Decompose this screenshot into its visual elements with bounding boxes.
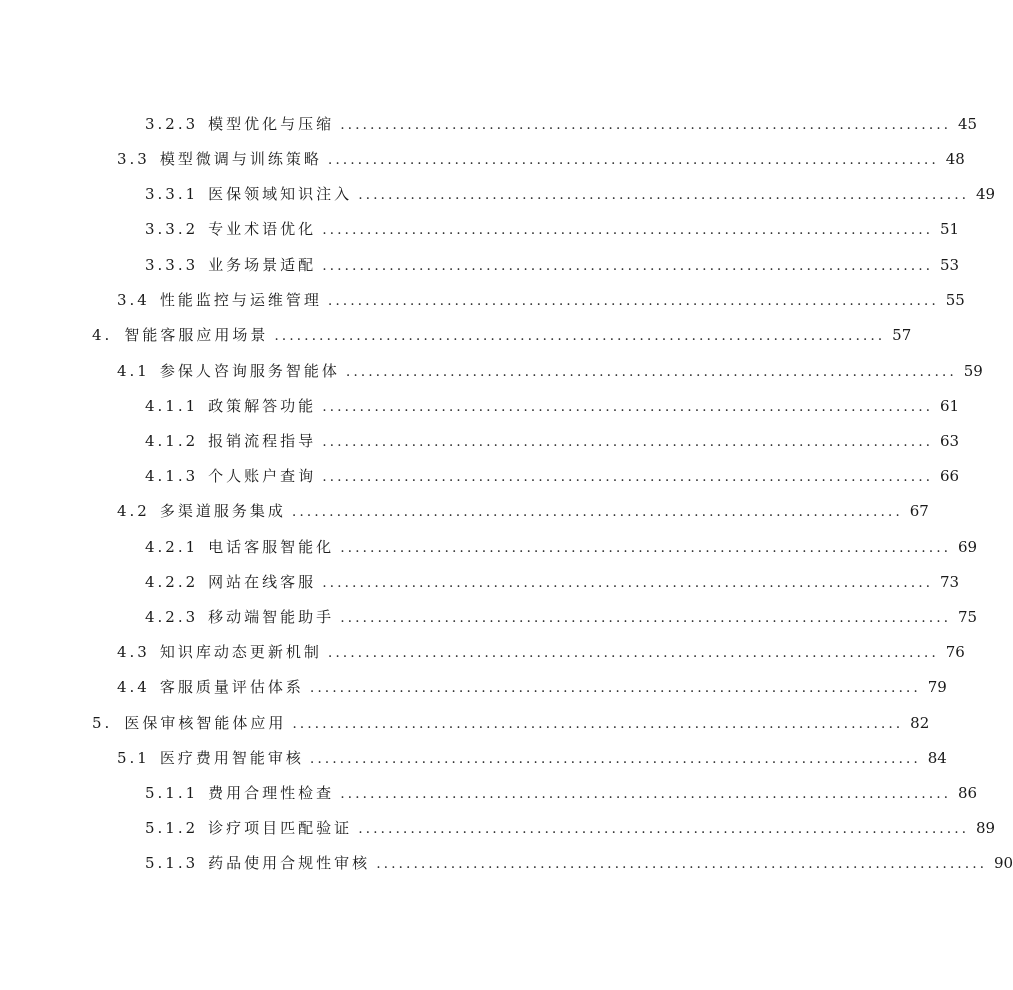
toc-entry[interactable] — [117, 149, 965, 170]
toc-entry-number: 4.3 — [117, 643, 150, 661]
toc-entry-title: 多渠道服务集成 — [159, 502, 286, 520]
toc-entry[interactable] — [145, 818, 996, 839]
toc-entry-page: 79 — [927, 678, 947, 696]
dot-leader: .................................................................................. — [322, 469, 934, 485]
toc-entry-page: 55 — [945, 291, 965, 309]
toc-entry-number: 4.2 — [117, 502, 150, 520]
toc-entry-number: 4.2.3 — [145, 608, 199, 626]
toc-entry-title: 费用合理性检查 — [208, 784, 335, 802]
toc-entry[interactable] — [117, 677, 947, 698]
toc-entry[interactable] — [145, 431, 960, 452]
dot-leader: .................................................................................. — [291, 504, 903, 520]
dot-leader: .................................................................................. — [358, 187, 970, 203]
toc-entry-number: 3.4 — [117, 291, 150, 309]
toc-entry-number: 5. — [92, 714, 113, 732]
toc-entry-title: 政策解答功能 — [208, 397, 317, 415]
toc-entry[interactable] — [145, 537, 978, 558]
toc-entry-page: 51 — [940, 220, 960, 238]
dot-leader: .................................................................................. — [327, 293, 939, 309]
toc-entry-page: 48 — [945, 150, 965, 168]
dot-leader: .................................................................................. — [322, 258, 934, 274]
toc-entry-title: 医保审核智能体应用 — [124, 714, 287, 732]
dot-leader: .................................................................................. — [322, 399, 934, 415]
toc-entry-title: 电话客服智能化 — [208, 538, 335, 556]
toc-entry-number: 4.1.1 — [145, 397, 199, 415]
toc-entry-page: 49 — [976, 185, 996, 203]
dot-leader: .................................................................................. — [376, 856, 988, 872]
toc-entry[interactable] — [117, 290, 965, 311]
toc-entry-page: 63 — [940, 432, 960, 450]
dot-leader: .................................................................................. — [327, 152, 939, 168]
toc-entry[interactable] — [117, 748, 947, 769]
toc-entry-title: 业务场景适配 — [208, 256, 317, 274]
dot-leader: .................................................................................. — [309, 680, 921, 696]
toc-entry-page: 61 — [940, 397, 960, 415]
dot-leader: .................................................................................. — [345, 364, 957, 380]
toc-entry[interactable] — [92, 713, 930, 734]
toc-entry-number: 4.1 — [117, 362, 150, 380]
dot-leader: .................................................................................. — [327, 645, 939, 661]
toc-entry-number: 4. — [92, 326, 113, 344]
toc-entry[interactable] — [92, 325, 912, 346]
toc-entry-title: 性能监控与运维管理 — [159, 291, 322, 309]
toc-entry-page: 76 — [945, 643, 965, 661]
toc-entry-number: 4.1.3 — [145, 467, 199, 485]
dot-leader: .................................................................................. — [309, 751, 921, 767]
toc-entry-number: 3.3.3 — [145, 256, 199, 274]
toc-entry-page: 90 — [994, 854, 1013, 872]
toc-entry-title: 药品使用合规性审核 — [208, 854, 371, 872]
toc-entry[interactable] — [117, 361, 983, 382]
toc-entry-title: 智能客服应用场景 — [124, 326, 269, 344]
toc-entry-title: 网站在线客服 — [208, 573, 317, 591]
toc-entry-title: 移动端智能助手 — [208, 608, 335, 626]
toc-entry[interactable] — [145, 219, 960, 240]
dot-leader: .................................................................................. — [322, 222, 934, 238]
dot-leader: .................................................................................. — [340, 786, 952, 802]
toc-entry-page: 45 — [958, 115, 978, 133]
toc-entry-page: 66 — [940, 467, 960, 485]
toc-entry-title: 个人账户查询 — [208, 467, 317, 485]
dot-leader: .................................................................................. — [322, 434, 934, 450]
toc-entry-page: 73 — [940, 573, 960, 591]
toc-entry-title: 诊疗项目匹配验证 — [208, 819, 353, 837]
toc-entry[interactable] — [145, 853, 1013, 874]
toc-entry-number: 4.1.2 — [145, 432, 199, 450]
toc-entry[interactable] — [145, 396, 960, 417]
toc-entry-number: 5.1.2 — [145, 819, 199, 837]
toc-entry[interactable] — [145, 184, 996, 205]
toc-entry-page: 57 — [892, 326, 912, 344]
toc-entry-number: 4.2.1 — [145, 538, 199, 556]
toc-entry-page: 69 — [958, 538, 978, 556]
toc-entry[interactable] — [145, 783, 978, 804]
toc-entry[interactable] — [117, 501, 929, 522]
toc-entry[interactable] — [145, 607, 978, 628]
toc-entry[interactable] — [145, 255, 960, 276]
toc-entry-number: 3.2.3 — [145, 115, 199, 133]
toc-entry-number: 3.3 — [117, 150, 150, 168]
toc-entry-page: 67 — [909, 502, 929, 520]
toc-entry-title: 参保人咨询服务智能体 — [159, 362, 340, 380]
toc-entry-page: 86 — [958, 784, 978, 802]
toc-entry[interactable] — [145, 572, 960, 593]
dot-leader: .................................................................................. — [322, 575, 934, 591]
toc-entry[interactable] — [117, 642, 965, 663]
toc-entry-title: 医保领域知识注入 — [208, 185, 353, 203]
dot-leader: .................................................................................. — [274, 328, 886, 344]
toc-entry-number: 4.2.2 — [145, 573, 199, 591]
toc-entry[interactable] — [145, 466, 960, 487]
toc-entry-number: 5.1 — [117, 749, 150, 767]
toc-entry-page: 89 — [976, 819, 996, 837]
toc-entry-title: 客服质量评估体系 — [159, 678, 304, 696]
dot-leader: .................................................................................. — [358, 821, 970, 837]
toc-entry-page: 75 — [958, 608, 978, 626]
toc-entry-title: 模型微调与训练策略 — [159, 150, 322, 168]
toc-entry-number: 4.4 — [117, 678, 150, 696]
toc-entry[interactable] — [145, 114, 978, 135]
dot-leader: .................................................................................. — [340, 610, 952, 626]
toc-entry-title: 医疗费用智能审核 — [159, 749, 304, 767]
toc-entry-number: 3.3.2 — [145, 220, 199, 238]
toc-entry-title: 专业术语优化 — [208, 220, 317, 238]
toc-entry-number: 3.3.1 — [145, 185, 199, 203]
toc-entry-number: 5.1.3 — [145, 854, 199, 872]
dot-leader: .................................................................................. — [292, 716, 904, 732]
toc-entry-page: 59 — [963, 362, 983, 380]
dot-leader: .................................................................................. — [340, 117, 952, 133]
toc-entry-title: 报销流程指导 — [208, 432, 317, 450]
toc-entry-title: 模型优化与压缩 — [208, 115, 335, 133]
dot-leader: .................................................................................. — [340, 540, 952, 556]
toc-entry-page: 53 — [940, 256, 960, 274]
toc-entry-number: 5.1.1 — [145, 784, 199, 802]
toc-entry-page: 82 — [910, 714, 930, 732]
toc-entry-page: 84 — [927, 749, 947, 767]
toc-entry-title: 知识库动态更新机制 — [159, 643, 322, 661]
